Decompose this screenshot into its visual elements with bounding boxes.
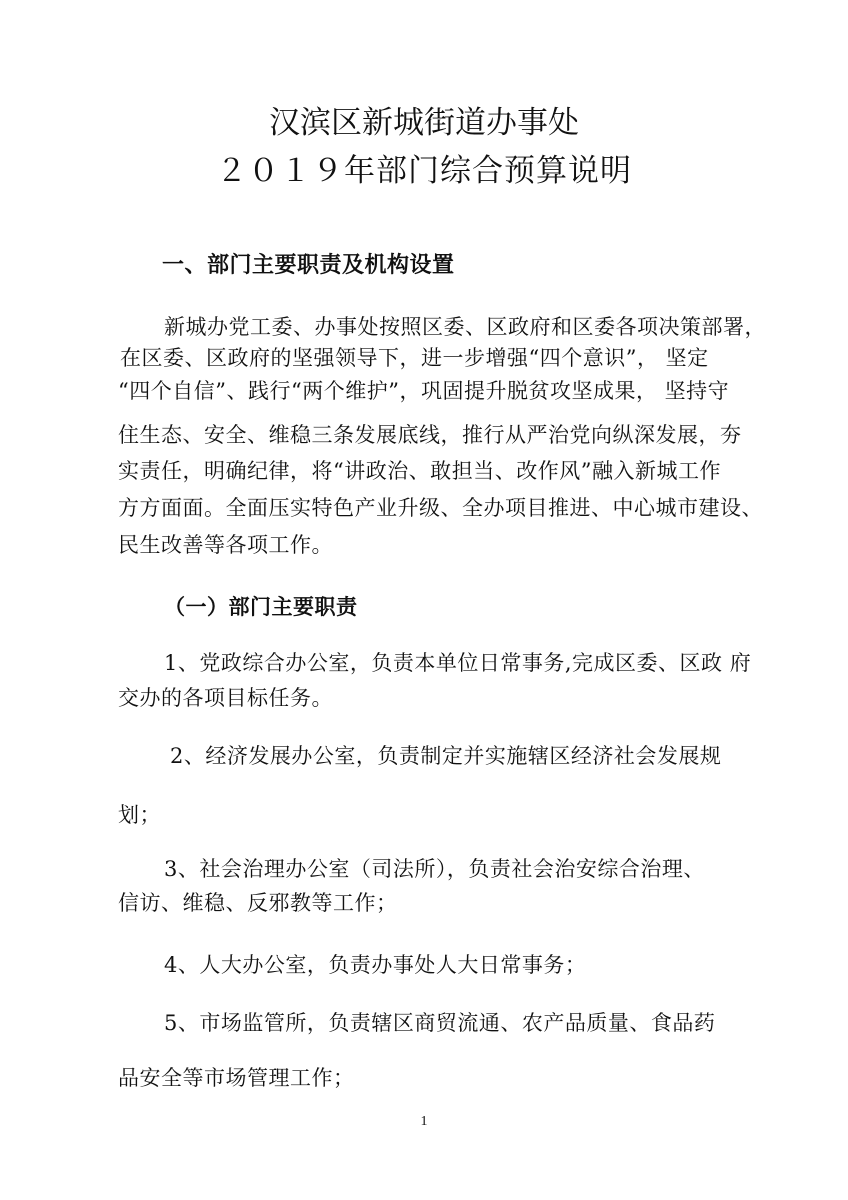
duty-item-2-line-1: 2、经济发展办公室，负责制定并实施辖区经济社会发展规: [170, 744, 722, 768]
duty-item-1-line-2: 交办的各项目标任务。: [118, 686, 333, 710]
intro-paragraph-line: 新城办党工委、办事处按照区委、区政府和区委各项决策部署，: [164, 315, 766, 339]
duty-item-4-line-1: 4、人大办公室，负责办事处人大日常事务；: [164, 953, 587, 977]
duty-item-3-line-1: 3、社会治理办公室（司法所），负责社会治安综合治理、: [164, 857, 705, 881]
duty-item-2-line-2: 划；: [118, 803, 161, 827]
document-title-line-1: 汉滨区新城街道办事处: [269, 105, 579, 141]
intro-paragraph-line: 实责任，明确纪律，将“讲政治、敢担当、改作风”融入新城工作: [118, 459, 721, 483]
intro-paragraph-line: 民生改善等各项工作。: [118, 533, 333, 557]
intro-paragraph-line: 在区委、区政府的坚强领导下，进一步增强“四个意识”， 坚定: [120, 346, 709, 370]
duty-item-1-line-1: 1、党政综合办公室，负责本单位日常事务,完成区委、区政 府: [164, 651, 752, 675]
section-heading-duties-and-structure: 一、部门主要职责及机构设置: [162, 252, 455, 278]
duty-item-3-line-2: 信访、维稳、反邪教等工作；: [118, 891, 398, 915]
intro-paragraph-line: 方方面面。全面压实特色产业升级、全办项目推进、中心城市建设、: [118, 496, 763, 520]
subsection-heading-main-duties: （一）部门主要职责: [164, 594, 358, 619]
page-number: 1: [420, 1114, 428, 1129]
document-title-line-2: ２０１９年部门综合预算说明: [216, 153, 632, 189]
duty-item-5-line-1: 5、市场监管所，负责辖区商贸流通、农产品质量、食品药: [164, 1011, 716, 1035]
duty-item-5-line-2: 品安全等市场管理工作；: [118, 1066, 355, 1090]
intro-paragraph-line: “四个自信”、践行“两个维护”，巩固提升脱贫攻坚成果， 坚持守: [118, 379, 730, 403]
intro-paragraph-line: 住生态、安全、维稳三条发展底线，推行从严治党向纵深发展，夯: [118, 423, 742, 447]
